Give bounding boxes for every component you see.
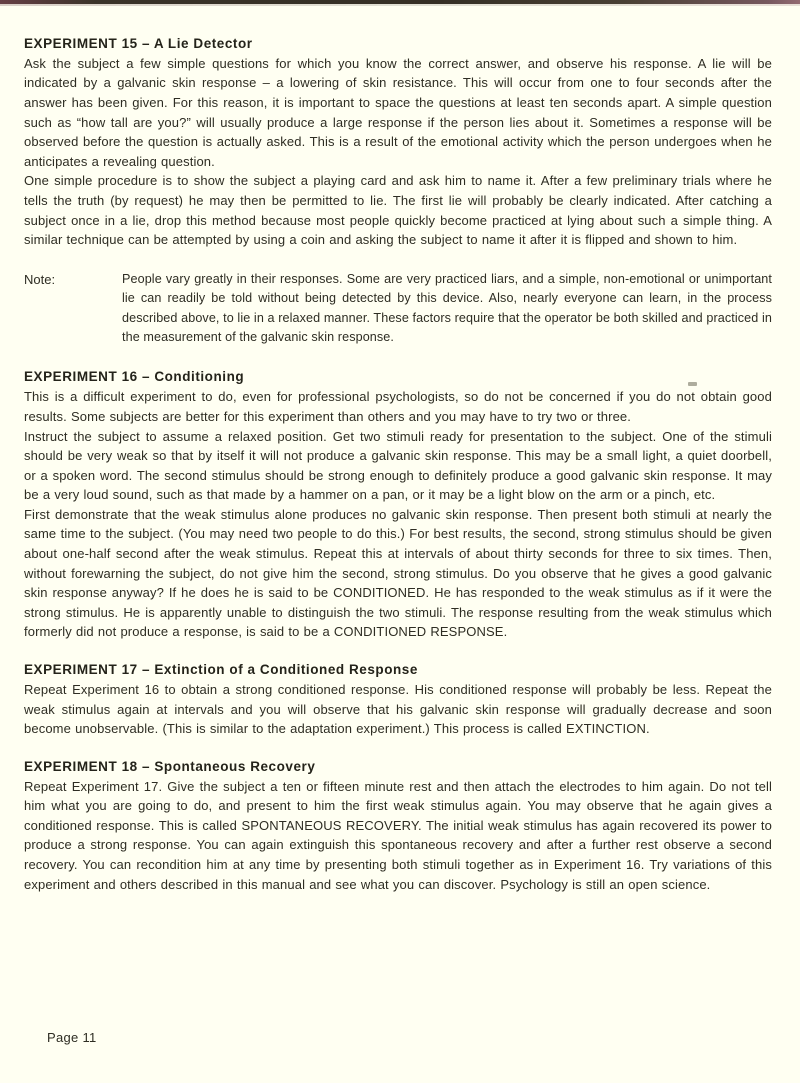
paragraph-exp17-1: Repeat Experiment 16 to obtain a strong conditioned response. His conditioned response will probably be less. Repeat the weak stimulus again at intervals and you will observe that his galvanic skin response will gradually decrease and soon become unobservable. (This is similar to the adaptation experiment.) This process is called EXTINCTION. bbox=[24, 681, 772, 737]
section-experiment-17 bbox=[24, 662, 772, 739]
page-content bbox=[24, 36, 772, 914]
paragraph-exp15-1: Ask the subject a few simple questions for which you know the correct answer, and observe his response. A lie will be indicated by a galvanic skin response – a lowering of skin resistance. This will occur from one to four seconds after the answer has been given. For this reason, it is important to space the questions at least ten seconds apart. A simple question such as “how tall are you?” will usually produce a large response if the person lies about it. Sometimes a response will be observed before the question is actually asked. This is a result of the emotional activity which the person undergoes when he anticipates a revealing question. bbox=[24, 55, 772, 169]
heading-experiment-17: EXPERIMENT 17 – Extinction of a Conditioned Response bbox=[24, 662, 418, 678]
section-experiment-15 bbox=[24, 36, 772, 250]
heading-experiment-15: EXPERIMENT 15 – A Lie Detector bbox=[24, 36, 253, 51]
paragraph-exp16-2: Instruct the subject to assume a relaxed position. Get two stimuli ready for presentation to the subject. One of the stimuli should be very weak so that by itself it will not produce a galvanic skin response. This may be a small light, a quiet doorbell, or a spoken word. The second stimulus should be strong enough to definitely produce a good galvanic skin response. It may be a very loud sound, such as that made by a hammer on a pan, or it may be a light blow on the arm or a pinch, etc. bbox=[24, 428, 772, 503]
note-label: Note: bbox=[24, 271, 56, 287]
page-footer: Page 11 bbox=[47, 1030, 97, 1045]
paragraph-exp18-1: Repeat Experiment 17. Give the subject a ten or fifteen minute rest and then attach the electrodes to him again. Do not tell him what you are going to do, and present to him the first weak stimulus again. You may observe that he again gives a conditioned response. This is called SPONTANEOUS RECOVERY. The initial weak stimulus has again recovered its power to produce a strong response. You can again extinguish this spontaneous recovery and after a further rest observe a second recovery. You can recondition him at any time by presenting both stimuli together as in Experiment 16. Try variations of this experiment and others described in this manual and see what you can discover. Psychology is still an open science. bbox=[24, 778, 772, 892]
heading-experiment-18: EXPERIMENT 18 – Spontaneous Recovery bbox=[24, 758, 316, 774]
note-body bbox=[122, 270, 772, 348]
section-experiment-18 bbox=[24, 759, 772, 894]
note-text: People vary greatly in their responses. Some are very practiced liars, and a simple, non-emotional or unimportant lie can readily be told without being detected by this device. Also, nearly everyone can learn, in the process described above, to lie in a relaxed manner. These factors require that the operator be both skilled and practiced in the measurement of the galvanic skin response. bbox=[122, 271, 772, 345]
scan-speck bbox=[688, 382, 697, 386]
paragraph-exp16-3: First demonstrate that the weak stimulus alone produces no galvanic skin response. Then present both stimuli at nearly the same time to the subject. (You may need two people to do this.) For best results, the second, strong stimulus should be given about one-half second after the weak stimulus. Repeat this at intervals of about thirty seconds for three to six times. Then, without forewarning the subject, do not give him the second, strong stimulus. Do you observe that he gives a good galvanic skin response anyway? If he does he is said to be CONDITIONED. He has responded to the weak stimulus as if it were the strong stimulus. He is apparently unable to distinguish the two stimuli. The response resulting from the weak stimulus which formerly did not produce a response, is said to be a CONDITIONED RESPONSE. bbox=[24, 506, 772, 640]
section-experiment-16 bbox=[24, 369, 772, 642]
paragraph-exp16-1: This is a difficult experiment to do, even for professional psychologists, so do not be concerned if you do not obtain good results. Some subjects are better for this experiment than others and you may have to try two or three. bbox=[24, 389, 772, 424]
paragraph-exp15-2: One simple procedure is to show the subject a playing card and ask him to name it. After a few preliminary trials where he tells the truth (by request) he may then be permitted to lie. The first lie will probably be clearly indicated. After catching a subject once in a lie, drop this method because most people quickly become practiced at lying about such a simple thing. A similar technique can be attempted by using a coin and asking the subject to name it after it is flipped and shown to him. bbox=[24, 173, 772, 248]
note-block bbox=[24, 270, 772, 348]
heading-experiment-16: EXPERIMENT 16 – Conditioning bbox=[24, 369, 245, 385]
